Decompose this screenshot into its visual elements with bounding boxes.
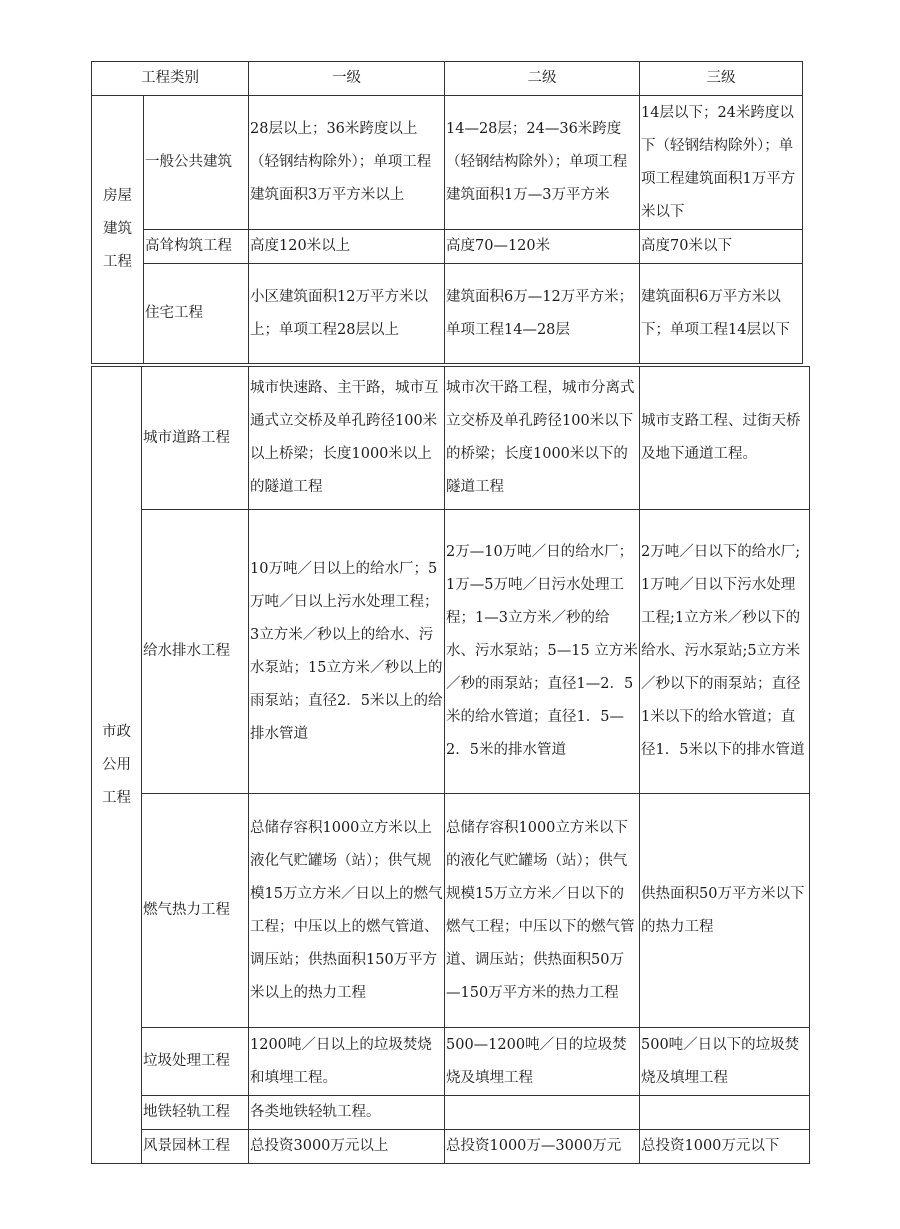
level3-cell <box>640 1096 810 1130</box>
level3-cell: 城市支路工程、过街天桥及地下通道工程。 <box>640 367 810 510</box>
level1-cell: 城市快速路、主干路，城市互通式立交桥及单孔跨径100米以上桥梁；长度1000米以上的隧道工程 <box>249 367 445 510</box>
header-level2: 二级 <box>445 62 640 96</box>
table-row <box>92 510 810 794</box>
table-row <box>92 794 810 1028</box>
level1-cell: 总储存容积1000立方米以上液化气贮罐场（站）；供气规模15万立方米／日以上的燃气工程；中压以上的燃气管道、调压站；供热面积150万平方米以上的热力工程 <box>249 794 445 1028</box>
table-row <box>92 230 803 264</box>
subcategory-cell: 给水排水工程 <box>142 510 249 794</box>
level1-cell: 小区建筑面积12万平方米以上；单项工程28层以上 <box>249 264 445 364</box>
header-row <box>92 62 803 96</box>
table-row <box>92 96 803 230</box>
level1-cell: 各类地铁轻轨工程。 <box>249 1096 445 1130</box>
municipal-table <box>91 366 810 1164</box>
category-municipal: 市政公用工程 <box>92 367 142 1164</box>
level2-cell: 建筑面积6万—12万平方米；单项工程14—28层 <box>445 264 640 364</box>
level2-cell: 城市次干路工程，城市分离式立交桥及单孔跨径100米以下的桥梁；长度1000米以下的隧道工程 <box>445 367 640 510</box>
level2-cell <box>445 1096 640 1130</box>
subcategory-cell: 住宅工程 <box>144 264 249 364</box>
subcategory-cell: 城市道路工程 <box>142 367 249 510</box>
level3-cell: 高度70米以下 <box>640 230 803 264</box>
housing-table <box>91 61 803 364</box>
level2-cell: 高度70—120米 <box>445 230 640 264</box>
table-row <box>92 1096 810 1130</box>
level1-cell: 总投资3000万元以上 <box>249 1130 445 1164</box>
header-level1: 一级 <box>249 62 445 96</box>
level2-cell: 总投资1000万—3000万元 <box>445 1130 640 1164</box>
subcategory-cell: 高耸构筑工程 <box>144 230 249 264</box>
level3-cell: 2万吨／日以下的给水厂;1万吨／日以下污水处理工程;1立方米／秒以下的给水、污水泵站;5立方米／秒以下的雨泵站；直径1米以下的给水管道；直径1．5米以下的排水管道 <box>640 510 810 794</box>
table-row <box>92 264 803 364</box>
subcategory-cell: 垃圾处理工程 <box>142 1028 249 1096</box>
level3-cell: 总投资1000万元以下 <box>640 1130 810 1164</box>
level2-cell: 500—1200吨／日的垃圾焚烧及填埋工程 <box>445 1028 640 1096</box>
level3-cell: 500吨／日以下的垃圾焚烧及填埋工程 <box>640 1028 810 1096</box>
level1-cell: 28层以上；36米跨度以上（轻钢结构除外）；单项工程建筑面积3万平方米以上 <box>249 96 445 230</box>
subcategory-cell: 地铁轻轨工程 <box>142 1096 249 1130</box>
subcategory-cell: 燃气热力工程 <box>142 794 249 1028</box>
level1-cell: 10万吨／日以上的给水厂；5万吨／日以上污水处理工程；3立方米／秒以上的给水、污水泵站；15立方米／秒以上的雨泵站；直径2．5米以上的给排水管道 <box>249 510 445 794</box>
level2-cell: 2万—10万吨／日的给水厂；1万—5万吨／日污水处理工程；1—3立方米／秒的给水、污水泵站；5—15 立方米／秒的雨泵站；直径1—2．5米的给水管道；直径1．5—2．5米的排水管道 <box>445 510 640 794</box>
level3-cell: 供热面积50万平方米以下的热力工程 <box>640 794 810 1028</box>
level3-cell: 建筑面积6万平方米以下；单项工程14层以下 <box>640 264 803 364</box>
level2-cell: 总储存容积1000立方米以下的液化气贮罐场（站）；供气规模15万立方米／日以下的燃气工程；中压以下的燃气管道、调压站；供热面积50万—150万平方米的热力工程 <box>445 794 640 1028</box>
level1-cell: 高度120米以上 <box>249 230 445 264</box>
subcategory-cell: 一般公共建筑 <box>144 96 249 230</box>
subcategory-cell: 风景园林工程 <box>142 1130 249 1164</box>
table-row <box>92 1130 810 1164</box>
header-level3: 三级 <box>640 62 803 96</box>
table-row <box>92 1028 810 1096</box>
header-category: 工程类别 <box>92 62 249 96</box>
table-row <box>92 367 810 510</box>
category-housing: 房屋建筑工程 <box>92 96 144 364</box>
level3-cell: 14层以下；24米跨度以下（轻钢结构除外）；单项工程建筑面积1万平方米以下 <box>640 96 803 230</box>
level2-cell: 14—28层；24—36米跨度（轻钢结构除外）；单项工程建筑面积1万—3万平方米 <box>445 96 640 230</box>
level1-cell: 1200吨／日以上的垃圾焚烧和填埋工程。 <box>249 1028 445 1096</box>
